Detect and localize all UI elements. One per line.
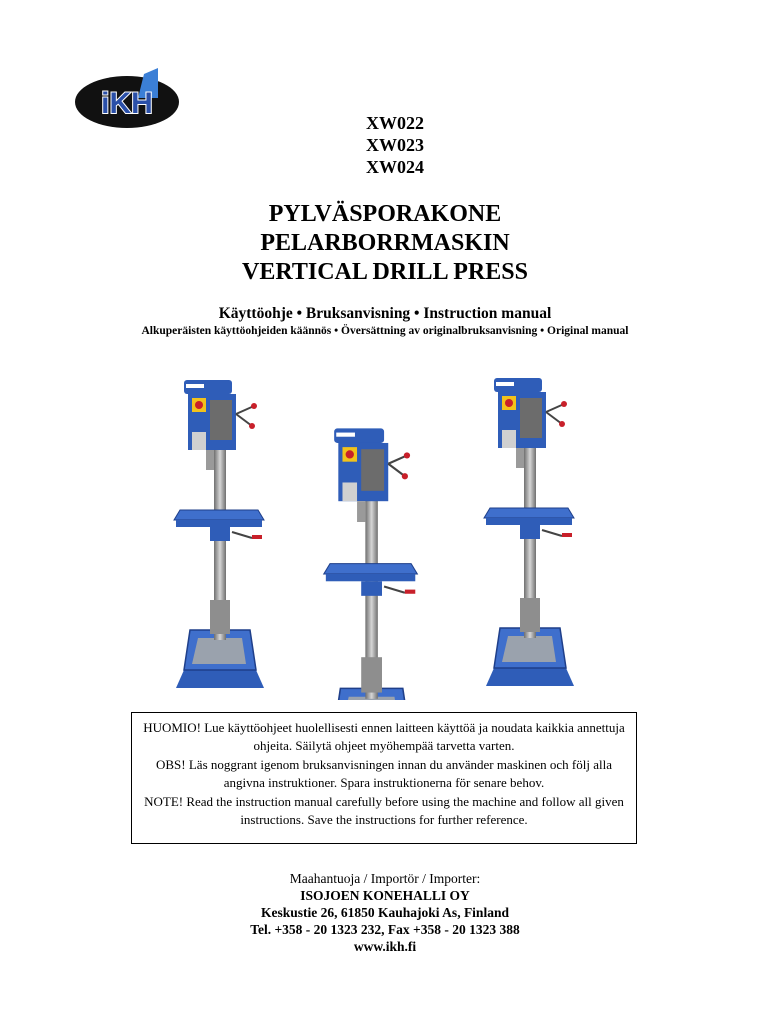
model-number: XW024 [366,157,424,177]
title-sv: PELARBORRMASKIN [260,230,510,256]
model-number: XW022 [366,113,424,133]
notice-sv: OBS! Läs noggrant igenom bruksanvisningen innan du använder maskinen och följ alla angivna instruktioner. Spara instruktionerna för senare behov. [156,757,612,790]
importer-address: Keskustie 26, 61850 Kauhajoki As, Finland [261,905,509,920]
safety-notice [131,712,637,844]
drill-press-image [324,428,418,700]
importer-company: ISOJOEN KONEHALLI OY [300,888,470,903]
title-en: VERTICAL DRILL PRESS [242,259,528,285]
importer-label: Maahantuoja / Importör / Importer: [289,871,481,886]
title-fi: PYLVÄSPORAKONE [268,201,502,227]
notice-fi: HUOMIO! Lue käyttöohjeet huolellisesti ennen laitteen käyttöä ja noudata kaikkia annettuja ohjeita. Säilytä ohjeet myöhempää tarvetta varten. [143,720,625,753]
ikh-logo-icon [74,68,180,130]
importer-phone: Tel. +358 - 20 1323 232, Fax +358 - 20 1323 388 [250,922,520,937]
manual-subtitle: Käyttöohje • Bruksanvisning • Instruction manual [218,305,552,322]
importer-info [0,870,770,955]
svg-text:iKH: iKH [101,87,153,120]
manual-subtitle-small: Alkuperäisten käyttöohjeiden käännös • Översättning av originalbruksanvisning • Original manual [141,325,629,337]
product-photos [150,360,600,700]
logo-text [101,87,153,120]
document-title [0,200,770,287]
drill-press-image [174,380,264,688]
importer-web[interactable]: www.ikh.fi [353,939,417,954]
model-number: XW023 [366,135,424,155]
drill-press-image [484,378,574,686]
notice-en: NOTE! Read the instruction manual carefully before using the machine and follow all given instructions. Save the instructions for further reference. [144,794,624,827]
model-list [340,112,450,178]
